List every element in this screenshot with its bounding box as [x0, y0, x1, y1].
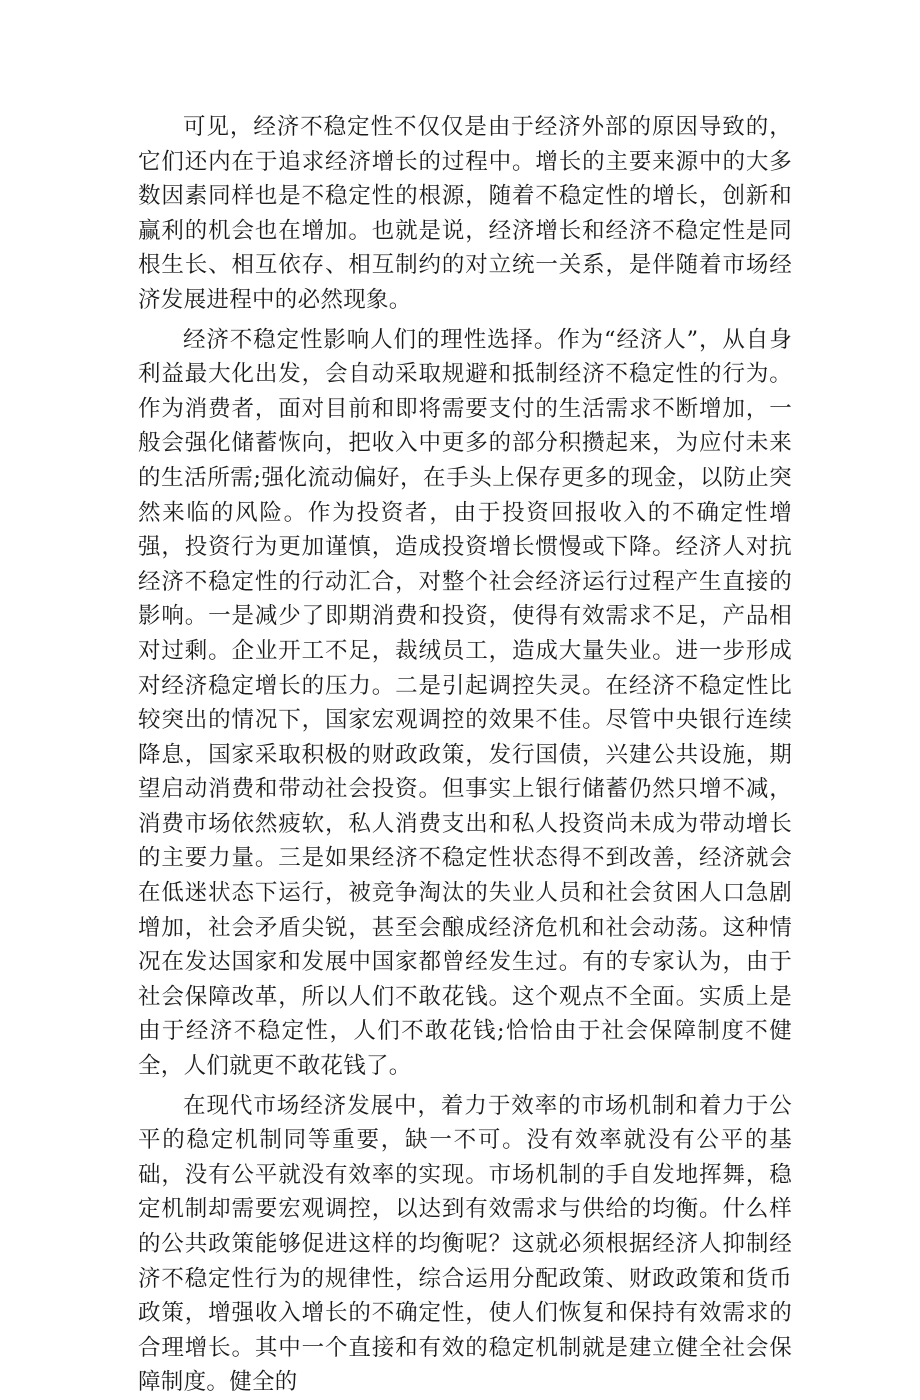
paragraph-3: 在现代市场经济发展中，着力于效率的市场机制和着力于公平的稳定机制同等重要，缺一不可。没有效率就没有公平的基础，没有公平就没有效率的实现。市场机制的手自发地挥舞，稳定机制却需要宏观调控，以达到有效需求与供给的均衡。什么样的公共政策能够促进这样的均衡呢？这就必须根据经济人抑制经济不稳定性行为的规律性，综合运用分配政策、财政政策和货币政策，增强收入增长的不确定性，使人们恢复和保持有效需求的合理增长。其中一个直接和有效的稳定机制就是建立健全社会保障制度。健全的 [138, 1092, 792, 1396]
paragraph-1: 可见，经济不稳定性不仅仅是由于经济外部的原因导致的，它们还内在于追求经济增长的过程中。增长的主要来源中的大多数因素同样也是不稳定性的根源，随着不稳定性的增长，创新和赢利的机会也在增加。也就是说，经济增长和经济不稳定性是同根生长、相互依存、相互制约的对立统一关系，是伴随着市场经济发展进程中的必然现象。 [138, 114, 792, 313]
document-body [138, 110, 792, 1400]
paragraph-2: 经济不稳定性影响人们的理性选择。作为“经济人”，从自身利益最大化出发，会自动采取规避和抵制经济不稳定性的行为。作为消费者，面对目前和即将需要支付的生活需求不断增加，一般会强化储蓄恢向，把收入中更多的部分积攒起来，为应付未来的生活所需;强化流动偏好，在手头上保存更多的现金，以防止突然来临的风险。作为投资者，由于投资回报收入的不确定性增强，投资行为更加谨慎，造成投资增长惯慢或下降。经济人对抗经济不稳定性的行动汇合，对整个社会经济运行过程产生直接的影响。一是减少了即期消费和投资，使得有效需求不足，产品相对过剩。企业开工不足，裁绒员工，造成大量失业。进一步形成对经济稳定增长的压力。二是引起调控失灵。在经济不稳定性比较突出的情况下，国家宏观调控的效果不佳。尽管中央银行连续降息，国家采取积极的财政政策，发行国债，兴建公共设施，期望启动消费和带动社会投资。但事实上银行储蓄仍然只增不减，消费市场依然疲软，私人消费支出和私人投资尚未成为带动增长的主要力量。三是如果经济不稳定性状态得不到改善，经济就会在低迷状态下运行，被竞争淘汰的失业人员和社会贫困人口急剧增加，社会矛盾尖锐，甚至会酿成经济危机和社会动荡。这种情况在发达国家和发展中国家都曾经发生过。有的专家认为，由于社会保障改革，所以人们不敢花钱。这个观点不全面。实质上是由于经济不稳定性，人们不敢花钱;恰恰由于社会保障制度不健全，人们就更不敢花钱了。 [138, 326, 792, 1080]
